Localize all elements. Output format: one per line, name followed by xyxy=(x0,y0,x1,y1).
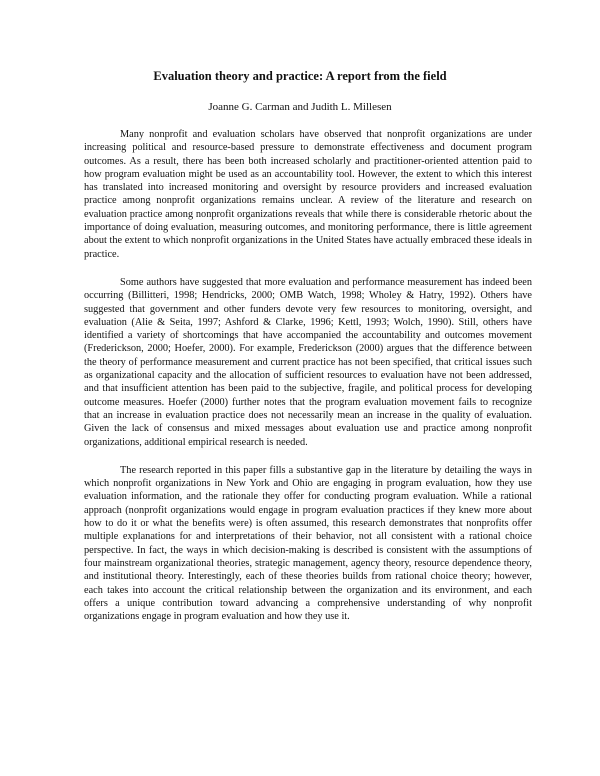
paragraph-1: Many nonprofit and evaluation scholars have observed that nonprofit organizations are under increasing political and resource-based pressure to demonstrate effectiveness and document program outcomes. As a result, there has been both increased scholarly and practitioner-oriented attention paid to how program evaluation might be used as an accountability tool. However, the extent to which this interest has translated into increased monitoring and oversight by resource providers and increased evaluation practice among nonprofit organizations remains unclear. A review of the literature and research on evaluation practice among nonprofit organizations reveals that while there is considerable rhetoric about the importance of doing evaluation, measuring outcomes, and monitoring performance, there is little agreement about the extent to which nonprofit organizations in the United States have actually embraced these ideals in practice. xyxy=(84,129,532,260)
paper-authors: Joanne G. Carman and Judith L. Millesen xyxy=(208,101,392,113)
body-text xyxy=(84,128,532,638)
paragraph-2: Some authors have suggested that more evaluation and performance measurement has indeed been occurring (Billitteri, 1998; Hendricks, 2000; OMB Watch, 1998; Wholey & Hatry, 1992). Others have suggested that government and other funders devote very few resources to monitoring, oversight, and evaluation (Alie & Seita, 1997; Ashford & Clarke, 1996; Kettl, 1993; Wolch, 1990). Still, others have identified a variety of shortcomings that have accompanied the accountability and outcomes movement (Frederickson, 2000; Hoefer, 2000). For example, Frederickson (2000) argues that the difference between the theory of performance measurement and current practice has not been specified, that critical issues such as organizational capacity and the allocation of sufficient resources to evaluation have not been addressed, and that insufficient attention has been paid to the subjective, fragile, and political process for developing outcome measures. Hoefer (2000) further notes that the program evaluation movement fails to recognize that an increase in evaluation practice does not necessarily mean an increase in the quality of evaluation. Given the lack of consensus and mixed messages about evaluation use and practice among nonprofit organizations, additional empirical research is needed. xyxy=(84,276,532,448)
paragraph-3: The research reported in this paper fills a substantive gap in the literature by detailing the ways in which nonprofit organizations in New York and Ohio are engaging in program evaluation, how they use evaluation information, and the rationale they offer for conducting program evaluation. While a rational approach (nonprofit organizations would engage in program evaluation practices if they knew more about how to do it or what the benefits were) is often assumed, this research demonstrates that nonprofits offer multiple explanations for and interpretations of their behavior, not all consistent with a rational choice perspective. In fact, the ways in which decision-making is described is consistent with the assumptions of four mainstream organizational theories, strategic management, agency theory, resource dependence theory, and institutional theory. Interestingly, each of these theories builds from rational choice theory; however, each takes into account the critical relationship between the organization and its environment, and each offers a unique contribution toward advancing a comprehensive understanding of why nonprofit organizations engage in program evaluation and how they use it. xyxy=(84,464,532,623)
paper-title: Evaluation theory and practice: A report from the field xyxy=(153,69,447,83)
